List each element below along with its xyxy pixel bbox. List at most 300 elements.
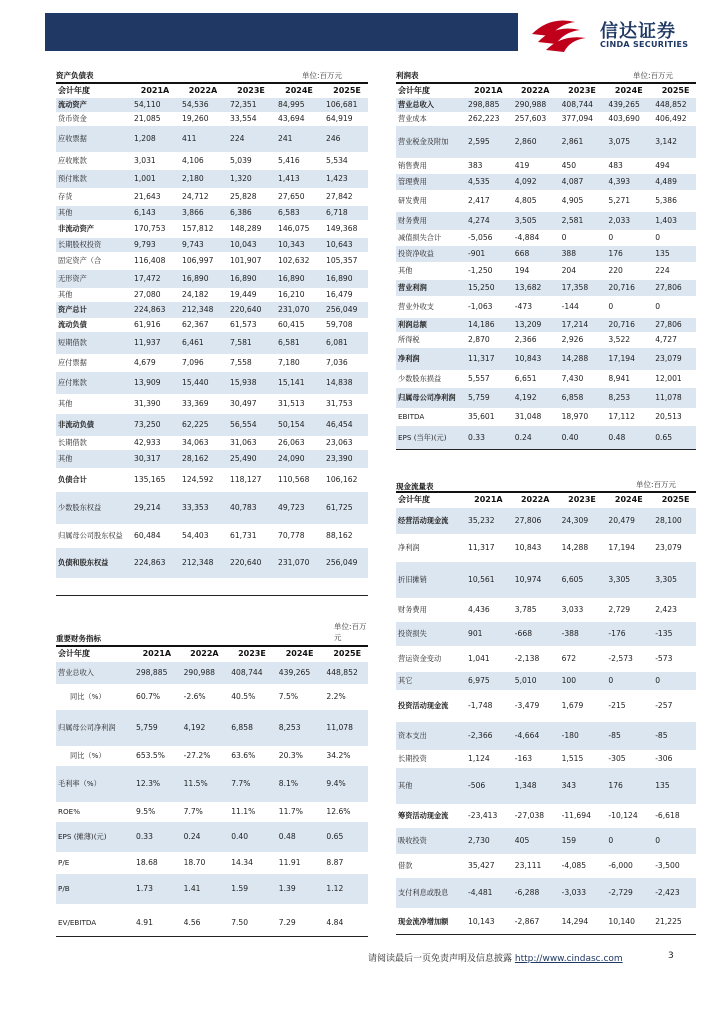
table-row [56, 822, 368, 852]
cell-value: 0.65 [649, 426, 696, 450]
cell-value: 24,712 [182, 191, 209, 201]
cell-value: 33,353 [176, 492, 224, 524]
cell-value: 0 [602, 672, 649, 690]
table-row [396, 98, 696, 112]
cell-value: 4,727 [655, 334, 677, 344]
table-row [396, 388, 696, 408]
cell-value: 2,180 [176, 170, 224, 188]
cell-value: 4,436 [468, 604, 490, 614]
table-row [396, 426, 696, 450]
column-header-year: 2022A [520, 86, 550, 96]
key-indicators-table [56, 646, 368, 942]
row-label: 其他 [56, 450, 128, 468]
table-header-row [56, 646, 368, 662]
cell-value: 231,070 [272, 302, 320, 318]
cell-value: -27.2% [183, 750, 211, 760]
cell-value: 148,289 [230, 223, 262, 233]
cell-value: 176 [602, 768, 649, 804]
cell-value: 220 [608, 265, 623, 275]
cell-value: 256,049 [320, 302, 368, 318]
cell-value: 224,863 [128, 548, 176, 578]
table-row [396, 126, 696, 158]
cell-value: 1,423 [320, 170, 368, 188]
row-label: 借款 [398, 860, 413, 870]
cell-value: 0 [608, 232, 614, 242]
row-label: 负债和股东权益 [56, 548, 128, 578]
cell-value: 0.65 [320, 822, 368, 852]
cell-value: 15,440 [176, 372, 224, 394]
cell-value: 2,730 [462, 828, 509, 854]
row-label: 短期借款 [56, 332, 128, 354]
cell-value: 40.5% [231, 691, 256, 701]
table-row [56, 746, 368, 766]
row-label: 长期借款 [58, 437, 87, 447]
cell-value: 10,974 [509, 562, 556, 598]
cell-value: 6,975 [462, 672, 509, 690]
cell-value: 176 [602, 246, 649, 262]
cell-value: 0.40 [556, 426, 603, 450]
row-label: 经营活动现金流 [396, 508, 462, 534]
cell-value: 29,214 [128, 492, 176, 524]
table-row [56, 468, 368, 492]
cell-value: 11,937 [128, 332, 176, 354]
cell-value: 3,505 [509, 212, 556, 230]
cell-value: -2,573 [608, 653, 633, 663]
balance-sheet-unit: 单位:百万元 [302, 71, 343, 80]
cell-value: 17,112 [608, 411, 635, 421]
cell-value: 10,843 [514, 542, 542, 552]
cell-value: 2,423 [655, 604, 677, 614]
cell-value: 10,143 [468, 916, 495, 926]
row-label: 应付票据 [58, 357, 87, 367]
cell-value: 135 [649, 768, 696, 804]
key-indicators-unit: 单位:百万元 [334, 622, 367, 642]
cell-value: 0 [608, 301, 614, 311]
cell-value: 100 [556, 672, 603, 690]
cell-value: 27,080 [134, 289, 161, 299]
cell-value: 1,515 [561, 753, 584, 763]
divider [56, 936, 368, 937]
table-row [56, 270, 368, 288]
table-row [396, 246, 696, 262]
table-header-row [396, 84, 696, 98]
cell-value: 408,744 [556, 98, 603, 112]
cell-value: 9.5% [136, 806, 156, 816]
cell-value: -180 [556, 722, 603, 750]
cell-value: 30,497 [230, 398, 257, 408]
cell-value: 101,907 [230, 255, 262, 265]
cell-value: 14,288 [556, 348, 603, 370]
column-header-year: 2021A [142, 649, 172, 659]
cell-value: 204 [561, 265, 577, 275]
cell-value: 15,250 [462, 280, 509, 296]
cell-value: 12.6% [326, 806, 351, 816]
cell-value: 5,039 [230, 155, 252, 165]
cell-value: 10,643 [320, 238, 368, 252]
row-label: 财务费用 [398, 604, 427, 614]
cell-value: -163 [514, 753, 533, 763]
cell-value: 16,890 [320, 270, 368, 288]
cell-value: 11.5% [178, 766, 226, 802]
table-row [396, 908, 696, 936]
column-header-year: 2024E [614, 86, 643, 96]
cell-value: 0 [655, 301, 661, 311]
cell-value: 1,001 [128, 170, 176, 188]
cell-value: 403,690 [608, 113, 640, 123]
table-row [56, 318, 368, 332]
cell-value: 64,919 [326, 113, 353, 123]
table-row [56, 152, 368, 170]
cell-value: 17,214 [556, 318, 603, 332]
cell-value: 33,369 [182, 398, 209, 408]
table-row [396, 158, 696, 174]
table-row [56, 492, 368, 524]
cell-value: 61,731 [230, 530, 257, 540]
table-row [396, 318, 696, 332]
cell-value: 18,970 [561, 411, 589, 421]
column-header-year: 2025E [333, 649, 362, 659]
cell-value: 21,643 [134, 191, 161, 201]
cell-value: 2,595 [462, 126, 509, 158]
cell-value: 224,863 [128, 302, 176, 318]
cell-value: 5,386 [655, 195, 677, 205]
cell-value: 494 [655, 160, 670, 170]
row-label: 筹资活动现金流 [398, 810, 449, 820]
row-label: 其他 [58, 398, 73, 408]
cell-value: 10,561 [462, 562, 509, 598]
table-row [56, 98, 368, 112]
cell-value: 62,225 [176, 414, 224, 436]
cash-flow-table [396, 492, 696, 936]
row-label: 存货 [58, 191, 73, 201]
row-label: 长期股权投资 [56, 238, 128, 252]
cell-value: 16,479 [326, 289, 353, 299]
column-header-year: 2023E [238, 649, 266, 659]
cell-value: 73,250 [128, 414, 176, 436]
column-header-year: 2024E [285, 649, 314, 659]
cell-value: 24,090 [272, 450, 320, 468]
cell-value: 653.5% [136, 750, 165, 760]
header-banner [45, 13, 518, 51]
table-row [56, 684, 368, 710]
cell-value: 224 [655, 265, 670, 275]
row-label: EV/EBITDA [58, 917, 97, 927]
cell-value: 11,317 [462, 348, 509, 370]
column-header-label: 会计年度 [398, 86, 430, 96]
cell-value: 8,253 [273, 710, 321, 746]
cell-value: -388 [556, 622, 603, 646]
row-label: 同比（%） [70, 750, 106, 760]
cell-value: 116,408 [134, 255, 166, 265]
cell-value: 10,043 [224, 238, 272, 252]
cell-value: 35,427 [468, 860, 495, 870]
brand-sub: CINDA SECURITIES [600, 40, 689, 49]
cell-value: -1,063 [468, 301, 493, 311]
column-header-year: 2022A [520, 495, 550, 505]
cell-value: 31,753 [326, 398, 353, 408]
cell-value: 135 [649, 246, 696, 262]
cell-value: 6,605 [556, 562, 603, 598]
divider [56, 595, 368, 596]
cell-value: 1.39 [273, 874, 321, 904]
cell-value: 4.56 [183, 917, 201, 927]
cell-value: 0.48 [273, 822, 321, 852]
cell-value: 6,581 [272, 332, 320, 354]
cell-value: 88,162 [326, 530, 353, 540]
cell-value: 6,081 [320, 332, 368, 354]
cell-value: 27,806 [509, 508, 556, 534]
cell-value: 10,343 [272, 238, 320, 252]
cell-value: 290,988 [178, 662, 226, 684]
cell-value: 7,581 [224, 332, 272, 354]
cell-value: 19,260 [182, 113, 209, 123]
cell-value: 1.59 [225, 874, 273, 904]
cell-value: 28,162 [176, 450, 224, 468]
row-label: 营运资金变动 [398, 653, 442, 663]
cell-value: 54,110 [128, 98, 176, 112]
income-statement-table [396, 84, 696, 450]
column-header-label: 会计年度 [58, 649, 90, 659]
cell-value: -305 [608, 753, 626, 763]
cell-value: 10,140 [608, 916, 635, 926]
cell-value: 6,386 [224, 206, 272, 220]
cell-value: 16,890 [224, 270, 272, 288]
cell-value: 42,933 [134, 437, 161, 447]
column-header-label: 会计年度 [398, 495, 430, 505]
row-label: 长期投资 [398, 753, 427, 763]
cell-value: 8,941 [608, 373, 631, 383]
table-row [56, 354, 368, 372]
cell-value: 383 [468, 160, 483, 170]
row-label: 营业利润 [396, 280, 462, 296]
cell-value: 1,679 [561, 700, 584, 710]
row-label: EBITDA [398, 411, 425, 421]
table-row [396, 296, 696, 318]
table-row [396, 112, 696, 126]
cell-value: 13,682 [509, 280, 556, 296]
cell-value: 212,348 [176, 302, 224, 318]
cell-value: 20.3% [278, 750, 303, 760]
row-label: 其它 [396, 672, 462, 690]
cell-value: 14,186 [462, 318, 509, 332]
cell-value: 2,729 [608, 604, 631, 614]
cell-value: 7.29 [278, 917, 296, 927]
row-label: 资产总计 [56, 302, 128, 318]
cell-value: 20,513 [655, 411, 682, 421]
cell-value: 3,142 [649, 126, 696, 158]
row-label: 财务费用 [396, 212, 462, 230]
cell-value: 31,390 [134, 398, 161, 408]
cell-value: 135,165 [134, 474, 166, 484]
cell-value: 24,182 [182, 289, 209, 299]
table-row [396, 212, 696, 230]
table-row [396, 672, 696, 690]
table-row [56, 662, 368, 684]
cell-value: 7,036 [326, 357, 348, 367]
table-row [56, 238, 368, 252]
cell-value: 34,063 [182, 437, 209, 447]
cell-value: 1.12 [320, 874, 368, 904]
cell-value: -668 [509, 622, 556, 646]
row-label: 其他 [396, 768, 462, 804]
cell-value: 11.7% [278, 806, 303, 816]
cell-value: 8.1% [273, 766, 321, 802]
cell-value: -2,366 [462, 722, 509, 750]
cell-value: 30,317 [128, 450, 176, 468]
cell-value: 256,049 [320, 548, 368, 578]
cell-value: -306 [655, 753, 673, 763]
cell-value: 7,180 [278, 357, 300, 367]
cell-value: 0 [602, 828, 649, 854]
table-header-row [56, 84, 368, 98]
table-row [396, 230, 696, 246]
table-row [396, 174, 696, 190]
cell-value: 11,078 [320, 710, 368, 746]
cell-value: 246 [320, 126, 368, 152]
cell-value: 13,909 [128, 372, 176, 394]
table-row [56, 436, 368, 450]
row-label: P/B [56, 874, 130, 904]
cell-value: 262,223 [468, 113, 500, 123]
cell-value: 257,603 [514, 113, 547, 123]
cell-value: -2,867 [514, 916, 540, 926]
row-label: 投资净收益 [396, 246, 462, 262]
cell-value: 5,271 [608, 195, 631, 205]
cell-value: 40,783 [224, 492, 272, 524]
table-row [396, 562, 696, 598]
cell-value: 1,348 [509, 768, 556, 804]
cell-value: 27,842 [326, 191, 353, 201]
column-header-year: 2023E [568, 495, 596, 505]
row-label: 无形资产 [56, 270, 128, 288]
cell-value: 224 [224, 126, 272, 152]
column-header-year: 2022A [190, 649, 219, 659]
row-label: 净利润 [396, 348, 462, 370]
cell-value: 62,367 [182, 319, 209, 329]
cell-value: 9.4% [320, 766, 368, 802]
cell-value: 1.41 [178, 874, 226, 904]
cell-value: 27,650 [278, 191, 305, 201]
cell-value: -11,694 [561, 810, 591, 820]
cell-value: 6,651 [514, 373, 537, 383]
cell-value: 9,793 [128, 238, 176, 252]
cell-value: 149,368 [326, 223, 358, 233]
cell-value: 2,581 [556, 212, 603, 230]
cell-value: 212,348 [176, 548, 224, 578]
cell-value: 10,843 [509, 348, 556, 370]
row-label: 管理费用 [396, 174, 462, 190]
cell-value: 194 [514, 265, 530, 275]
row-label: 归属母公司净利润 [56, 710, 130, 746]
cell-value: 17,472 [128, 270, 176, 288]
cell-value: -85 [649, 722, 696, 750]
cell-value: 4,679 [134, 357, 156, 367]
cell-value: 31,513 [278, 398, 305, 408]
cell-value: 483 [608, 160, 623, 170]
cell-value: 159 [556, 828, 603, 854]
cell-value: 35,601 [468, 411, 495, 421]
cell-value: 33,554 [230, 113, 257, 123]
cell-value: 2,417 [468, 195, 490, 205]
cell-value: 24,309 [556, 508, 603, 534]
row-label: 非流动资产 [58, 223, 94, 233]
row-label: 营业总收入 [56, 662, 130, 684]
cell-value: 7.7% [183, 806, 203, 816]
cell-value: 3,785 [514, 604, 537, 614]
cell-value: 419 [514, 160, 530, 170]
row-label: 其他 [58, 289, 73, 299]
cell-value: 1,320 [224, 170, 272, 188]
table-row [56, 524, 368, 548]
cell-value: 56,554 [224, 414, 272, 436]
cell-value: 1,413 [272, 170, 320, 188]
cell-value: 0 [649, 672, 696, 690]
row-label: 应付账款 [56, 372, 128, 394]
row-label: 营业外收支 [398, 301, 434, 311]
cell-value: 70,778 [278, 530, 305, 540]
cell-value: 5,759 [462, 388, 509, 408]
cell-value: -4,884 [514, 232, 540, 242]
row-label: 营业成本 [398, 113, 427, 123]
column-header-year: 2022A [188, 86, 218, 96]
cell-value: 7,558 [230, 357, 252, 367]
cell-value: 14,838 [320, 372, 368, 394]
table-row [396, 768, 696, 804]
table-row [56, 170, 368, 188]
table-row [56, 852, 368, 874]
cell-value: 405 [509, 828, 556, 854]
cell-value: 49,723 [272, 492, 320, 524]
cell-value: 6,583 [272, 206, 320, 220]
cell-value: -2,729 [602, 878, 649, 908]
cell-value: 0.40 [225, 822, 273, 852]
cell-value: 4,489 [649, 174, 696, 190]
footer-link[interactable]: http://www.cindasc.com [514, 954, 623, 964]
cell-value: -3,479 [514, 700, 540, 710]
cell-value: 13,209 [509, 318, 556, 332]
row-label: 投资活动现金流 [398, 700, 449, 710]
key-indicators-title: 重要财务指标 [56, 634, 101, 643]
cell-value: 377,094 [561, 113, 593, 123]
cell-value: 23,390 [320, 450, 368, 468]
cell-value: -4,085 [561, 860, 587, 870]
column-header-year: 2024E [614, 495, 643, 505]
cell-value: 1,041 [468, 653, 490, 663]
cell-value: 146,075 [278, 223, 310, 233]
cell-value: 4.91 [136, 917, 153, 927]
cell-value: 110,568 [278, 474, 310, 484]
page-number: 3 [668, 951, 674, 961]
cell-value: -6,618 [655, 810, 680, 820]
cell-value: -215 [608, 700, 626, 710]
cell-value: 5,759 [130, 710, 178, 746]
row-label: EPS (摊薄)(元) [56, 822, 130, 852]
divider [396, 934, 696, 935]
cell-value: 11.1% [231, 806, 256, 816]
cell-value: 27,806 [649, 318, 696, 332]
cell-value: 106,997 [182, 255, 214, 265]
cell-value: 34.2% [326, 750, 351, 760]
cell-value: 16,890 [176, 270, 224, 288]
row-label: 毛利率（%） [56, 766, 130, 802]
column-header-year: 2021A [474, 495, 503, 505]
cell-value: 2,861 [556, 126, 603, 158]
cell-value: -1,748 [468, 700, 493, 710]
cell-value: 106,681 [320, 98, 368, 112]
table-row [56, 450, 368, 468]
cell-value: 0 [649, 828, 696, 854]
cell-value: -3,500 [655, 860, 680, 870]
